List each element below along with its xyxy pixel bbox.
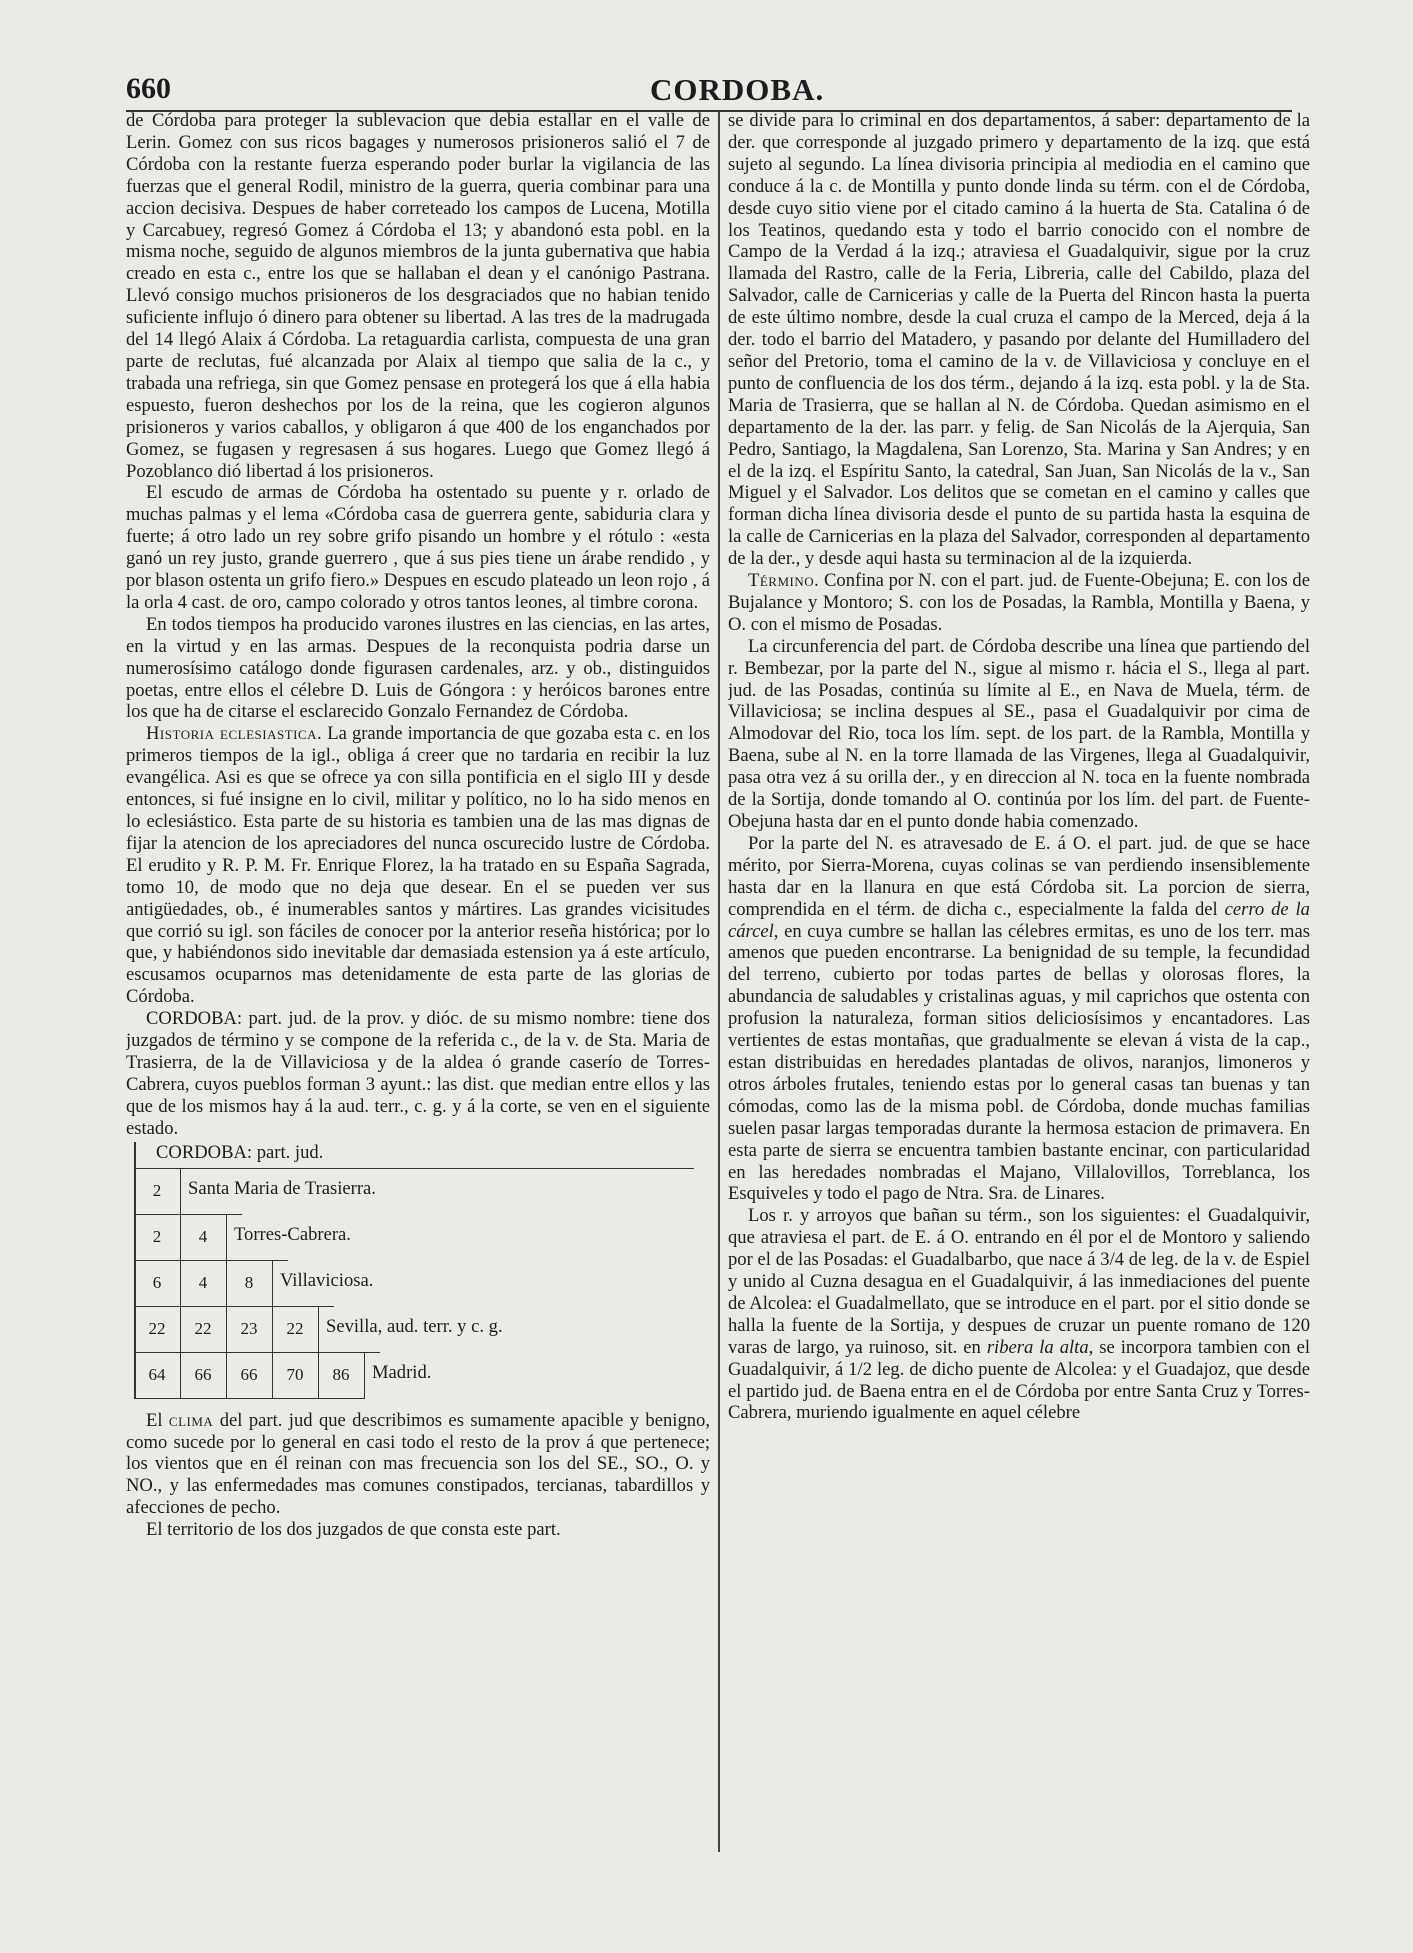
table-cell: 2 — [152, 1180, 162, 1200]
table-place-name: Sevilla, aud. terr. y c. g. — [326, 1315, 503, 1337]
section-heading-termino: Término. — [748, 570, 820, 592]
paragraph-varones: En todos tiempos ha producido varones ilustres en las ciencias, en las artes, en la virtud y en las armas. Despues de la reconquista podria darse un numerosísimo catálogo donde figurasen cardenales, arz. y ob., distinguidos poetas, entre ellos el célebre D. Luis de Góngora : y heróicos barones entre los que ha de citarse el esclarecido Gonzalo Fernandez de Córdoba. — [126, 613, 710, 723]
paragraph-partido: CORDOBA: part. jud. de la prov. y dióc. de su mismo nombre: tiene dos juzgados de término y se compone de la referida c., de la v. de Sta. Maria de Trasierra, de la de Villaviciosa y de la aldea ó grande caserío de Torres-Cabrera, cuyos pueblos forman 3 ayunt.: las dist. que median entre ellos y las que de los mismos hay á la aud. terr., c. g. y á la corte, se ven en el siguiente estado. — [126, 1008, 710, 1139]
table-place-name: Villaviciosa. — [280, 1269, 374, 1291]
table-cell: 23 — [240, 1318, 258, 1338]
table-cell: 64 — [148, 1364, 166, 1384]
table-place-name: Madrid. — [372, 1361, 432, 1383]
table-cell: 6 — [152, 1272, 162, 1292]
paragraph-termino-text: Confina por N. con el part. jud. de Fuente-Obejuna; E. con los de Bujalance y Montoro; S. con los de Posadas, la Rambla, Montilla y Baena, y O. con el mismo de Posadas. — [728, 570, 1310, 635]
table-rule — [134, 1142, 136, 1398]
rios-text-b: , se incorpora tambien con el Guadalquivir, á 1/2 leg. de dicho puente de Alcolea: y el Guadajoz, que desde el partido jud. de Baena entra en el de Córdoba por entre Santa Cruz y Torres-Cabrera, muriendo igualmente en aquel célebre — [728, 1336, 1310, 1424]
paragraph-circunferencia: La circunferencia del part. de Córdoba describe una línea que partiendo del r. Bembezar, por la parte del N., sigue al mismo r. hácia el S., llega al part. jud. de las Posadas, continúa su límite al E., en Nava de Muela, térm. de Villaviciosa; se inclina despues al SE., pasa el Guadalquivir por cima de Almodovar del Rio, toca los lím. sept. de los part. de la Rambla, Montilla y Baena, sube al N. en la torre llamada de las Virgenes, llega al Guadalquivir, pasa otra vez á su orilla der., y en direccion al N. toca en la fuente nombrada de la Sortija, donde tomando al O. continúa por los lím. del part. de Fuente-Obejuna hasta dar en el punto donde habia comenzado. — [728, 635, 1310, 832]
table-place-name: Torres-Cabrera. — [234, 1223, 351, 1245]
section-heading-clima: clima — [168, 1409, 214, 1431]
column-divider — [718, 112, 720, 1852]
table-cell: 22 — [286, 1318, 304, 1338]
page-title: CORDOBA. — [650, 72, 825, 107]
table-cell: 22 — [148, 1318, 166, 1338]
paragraph-historia — [126, 723, 710, 1008]
table-cell: 4 — [198, 1226, 208, 1246]
table-rule — [364, 1352, 365, 1398]
left-column — [126, 110, 710, 1940]
table-cell: 8 — [244, 1272, 254, 1292]
sierra-italic: cerro de la cárcel — [728, 898, 1310, 942]
table-cell: 66 — [194, 1364, 212, 1384]
table-rule — [134, 1352, 380, 1353]
table-cell: 22 — [194, 1318, 212, 1338]
paragraph-clima-text: del part. jud que describimos es sumamente apacible y benigno, como sucede por lo general en casi todo el resto de la prov á que pertenece; los vientos que en él reinan con mas frecuencia son los del SE., SO., O. y NO., y las enfermedades mas comunes constipados, tercianas, tabardillos y afecciones de pecho. — [126, 1409, 710, 1519]
paragraph-sierra — [728, 833, 1310, 1205]
rios-text-a: Los r. y arroyos que bañan su térm., son los siguientes: el Guadalquivir, que atraviesa el part. de E. á O. entrando en él por el de Montoro y saliendo por el de las Posadas: el Guadalbarbo, que nace á 3/4 de leg. de la v. de Espiel y unido al Cuzna desagua en el Guadalquivir, á las inmediaciones del puente de Alcolea: el Guadalmellato, que se introduce en el part. por el sitio donde se halla la fuente de la Sortija, y despues de cruzar un puente romano de 120 varas de largo, ya ruinoso, sit. en — [728, 1205, 1310, 1358]
table-place-name: Santa Maria de Trasierra. — [188, 1177, 376, 1199]
right-column — [728, 110, 1310, 1940]
table-rule — [134, 1260, 288, 1261]
table-title: CORDOBA: part. jud. — [156, 1141, 324, 1163]
paragraph-rios — [728, 1205, 1310, 1424]
paragraph-escudo: El escudo de armas de Córdoba ha ostentado su puente y r. orlado de muchas palmas y el lema «Córdoba casa de guerrera gente, sabiduria clara y fuerte; á otro lado un rey sobre grifo pisando un hombre y el rótulo : «esta ganó un rey justo, grande guerrero , que á sus pies tiene un árabe rendido , y por blason ostenta un grifo fiero.» Despues en escudo plateado un leon rojo , á la orla 4 cast. de oro, campo colorado y otros tantos leones, al timbre corona. — [126, 482, 710, 613]
table-rule — [134, 1306, 334, 1307]
table-rule — [134, 1398, 365, 1399]
page-header — [0, 72, 1413, 108]
paragraph-termino — [728, 570, 1310, 636]
table-cell: 86 — [332, 1364, 350, 1384]
paragraph-division: se divide para lo criminal en dos departamentos, á saber: departamento de la der. que corresponde al juzgado primero y departamento de la izq. que está sujeto al segundo. La línea divisoria principia al mediodia en el camino que conduce á la c. de Montilla y punto donde linda su térm. con el de Córdoba, desde cuyo sitio viene por el citado camino á la huerta de Sta. Catalina ó de los Teatinos, quedando esta y todo el barrio conocido con el nombre de Campo de la Verdad á la izq.; atraviesa el Guadalquivir, sigue por la cruz llamada del Rastro, calle de la Feria, Libreria, calle del Cabildo, plaza del Salvador, calle de Carnicerias y calle de la Puerta del Rincon hasta la puerta de este último nombre, desde la cual cruza el campo de la Merced, deja á la der. todo el barrio del Matadero, y pasando por delante del Humilladero del señor del Pretorio, toma el camino de la v. de Villaviciosa y concluye en el punto de confluencia de los dos térm., dejando á la izq. esta pobl. y la de Sta. Maria de Trasierra, que se hallan al N. de Córdoba. Quedan asimismo en el departamento de la der. las parr. y felig. de San Nicolás de la Ajerquia, San Pedro, Santiago, la Magdalena, San Lorenzo, Sta. Marina y San Andres; y en el de la izq. el Espíritu Santo, la catedral, San Juan, San Nicolás de la v., San Miguel y el Salvador. Los delitos que se cometan en el camino y calles que forman dicha línea divisoria desde el punto de su partida hasta la esquina de la calle de Carnicerias en la plaza del Salvador, corresponden al departamento de la der., y desde aqui hasta su terminacion al de la izquierda. — [728, 110, 1310, 570]
page-number: 660 — [126, 72, 171, 105]
paragraph-territorio: El territorio de los dos juzgados de que consta este part. — [146, 1519, 561, 1541]
table-grid — [134, 1164, 700, 1398]
paragraph-historia-text: La grande importancia de que gozaba esta c. en los primeros tiempos de la igl., obliga á creer que no tardaria en recibir la luz evangélica. Asi es que se ofrece ya con silla pontificia en el siglo III y desde entonces, si fué insigne en lo civil, militar y político, no lo ha sido menos en lo eclesiástico. Esta parte de su historia es tambien una de las mas dignas de fijar la atencion de los apreciadores del nunca oscurecido lustre de Córdoba. El erudito y R. P. M. Fr. Enrique Florez, la ha tratado en su España Sagrada, tomo 10, de modo que no deja que desear. En el se pueden ver sus antigüedades, ob., é inumerables santos y mártires. Las grandes vicisitudes que corrió su igl. son fáciles de conocer por la anterior reseña histórica; por lo que, y habiéndonos sido inevitable dar demasiada estension ya á este artículo, escusamos ocuparnos mas detenidamente de esta parte de las glorias de Córdoba. — [126, 723, 710, 1008]
paragraph-gomez: de Córdoba para proteger la sublevacion que debia estallar en el valle de Lerin. Gomez con sus ricos bagages y numerosos prisioneros salió el 7 de Córdoba con la restante fuerza esperando poder burlar la vigilancia de las fuerzas que el general Rodil, ministro de la guerra, queria combinar para una accion decisiva. Despues de haber correteado los campos de Lucena, Motilla y Carcabuey, regresó Gomez á Córdoba el 13; y abandonó esta pobl. en la misma noche, seguido de algunos miembros de la junta gubernativa que habia creado en esta c., entre los que se hallaban el dean y el canónigo Pastrana. Llevó consigo muchos prisioneros de los desgraciados que no habian tenido suficiente influjo ó dinero para obtener su libertad. A las tres de la madrugada del 14 llegó Alaix á Córdoba. La retaguardia carlista, compuesta de una gran parte de reclutas, fué alcanzada por Alaix al tiempo que salia de la c., y trabada una refriega, sin que Gomez pensase en protegerá los que á ella habia espuesto, fueron deshechos por los de la reina, que les cogieron algunos prisioneros y varios caballos, y obligaron á que 400 de los enganchados por Gomez, se fugasen y regresasen á sus hogares. Luego que Gomez llegó á Pozoblanco dió libertad á los prisioneros. — [126, 110, 710, 482]
sierra-text-b: , en cuya cumbre se hallan las célebres ermitas, es uno de los terr. mas amenos que pueden encontrarse. La benignidad de su temple, la fecundidad del terreno, cubierto por todas partes de bellas y olorosas flores, la abundancia de saludables y cristalinas aguas, y mil caprichos que ostenta con profusion la naturaleza, forman sitios deliciosísimos y encantadores. Las vertientes de estas montañas, que gradualmente se elevan á vista de la cap., estan distribuidas en heredades plantadas de olivos, naranjos, limoneros y otros árboles frutales, teniendo estas por lo general casas tan buenas y tan cómodas, como las de la misma pobl. de Córdoba, donde muchas familias suelen pasar largas temporadas durante la hermosa estacion de primavera. En esta parte de sierra se encuentra tambien bastante encinar, con particularidad en las heredades nombradas el Majano, Villalovillos, Torreblanca, los Esquiveles y todo el pago de Ntra. Sra. de Linares. — [728, 920, 1310, 1205]
section-heading-historia: Historia eclesiastica. — [146, 723, 323, 745]
table-cell: 4 — [198, 1272, 208, 1292]
table-rule — [134, 1168, 694, 1169]
distance-table — [126, 1142, 710, 1404]
paragraph-clima: El clima del part. jud que describimos es sumamente apacible y benigno, como sucede por lo general en casi todo el resto de la prov á que pertenece; los vientos que en él reinan con mas frecuencia son los del SE., SO., O. y NO., y las enfermedades mas comunes constipados, tercianas, tabardillos y afecciones de pecho. — [126, 1409, 710, 1519]
sierra-text-a: Por la parte del N. es atravesado de E. á O. el part. jud. de que se hace mérito, por Sierra-Morena, cuyas colinas se van perdiendo insensiblemente hasta dar en la llanura en que está Córdoba sit. La porcion de sierra, comprendida en el térm. de dicha c., especialmente la falda del — [728, 832, 1310, 920]
rios-italic: ribera la alta — [986, 1336, 1089, 1358]
table-cell: 66 — [240, 1364, 258, 1384]
table-cell: 70 — [286, 1364, 304, 1384]
table-cell: 2 — [152, 1226, 162, 1246]
